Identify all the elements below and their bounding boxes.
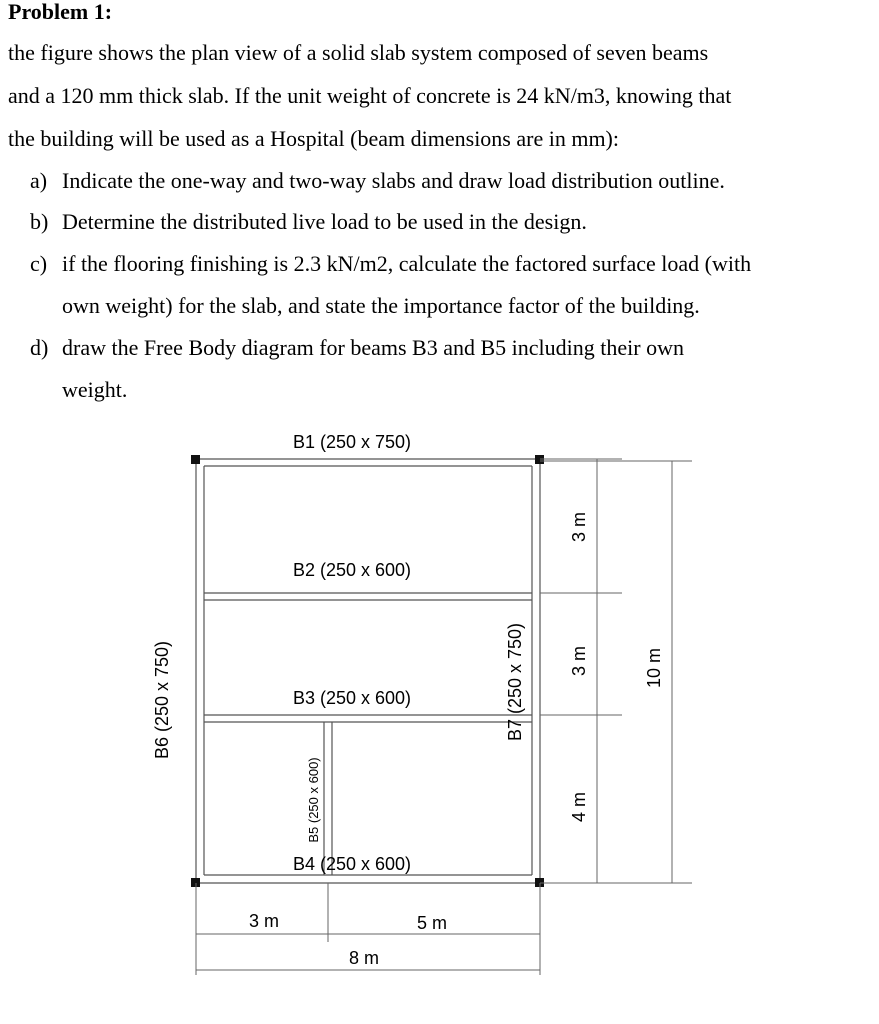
intro-line-2: and a 120 mm thick slab. If the unit weight of concrete is 24 kN/m3, knowing that: [8, 83, 732, 108]
column-top-left: [191, 455, 200, 464]
dim-label-bottom: 4 m: [569, 791, 589, 823]
intro-line-3: the building will be used as a Hospital (beam dimensions are in mm):: [8, 126, 619, 151]
dim-label-middle: 3 m: [569, 645, 589, 677]
dim-label-total-height: 10 m: [644, 647, 664, 689]
label-b4: B4 (250 x 600): [292, 854, 412, 874]
label-b7: B7 (250 x 750): [505, 622, 525, 742]
problem-heading: Problem 1:: [8, 0, 113, 24]
item-a-text: Indicate the one-way and two-way slabs and draw load distribution outline.: [62, 168, 725, 193]
label-b5: B5 (250 x 600): [306, 757, 321, 843]
dim-label-span-left: 3 m: [248, 911, 280, 931]
item-a-letter: a): [30, 168, 48, 193]
label-b3: B3 (250 x 600): [292, 688, 412, 708]
dim-label-span-total: 8 m: [348, 948, 380, 968]
label-b6: B6 (250 x 750): [152, 640, 172, 760]
item-d-text-1: draw the Free Body diagram for beams B3 and B5 including their own: [62, 335, 684, 360]
item-c-text-1: if the flooring finishing is 2.3 kN/m2, calculate the factored surface load (with: [62, 251, 752, 276]
item-c-letter: c): [30, 251, 48, 276]
dim-label-span-right: 5 m: [416, 913, 448, 933]
item-d-text-2: weight.: [62, 377, 128, 402]
label-b1: B1 (250 x 750): [292, 432, 412, 452]
dim-label-top: 3 m: [569, 511, 589, 543]
item-c-text-2: own weight) for the slab, and state the importance factor of the building.: [62, 293, 700, 318]
item-b-text: Determine the distributed live load to be used in the design.: [62, 209, 587, 234]
label-b2: B2 (250 x 600): [292, 560, 412, 580]
item-d-letter: d): [30, 335, 49, 360]
intro-line-1: the figure shows the plan view of a solid slab system composed of seven beams: [8, 40, 709, 65]
item-b-letter: b): [30, 209, 49, 234]
